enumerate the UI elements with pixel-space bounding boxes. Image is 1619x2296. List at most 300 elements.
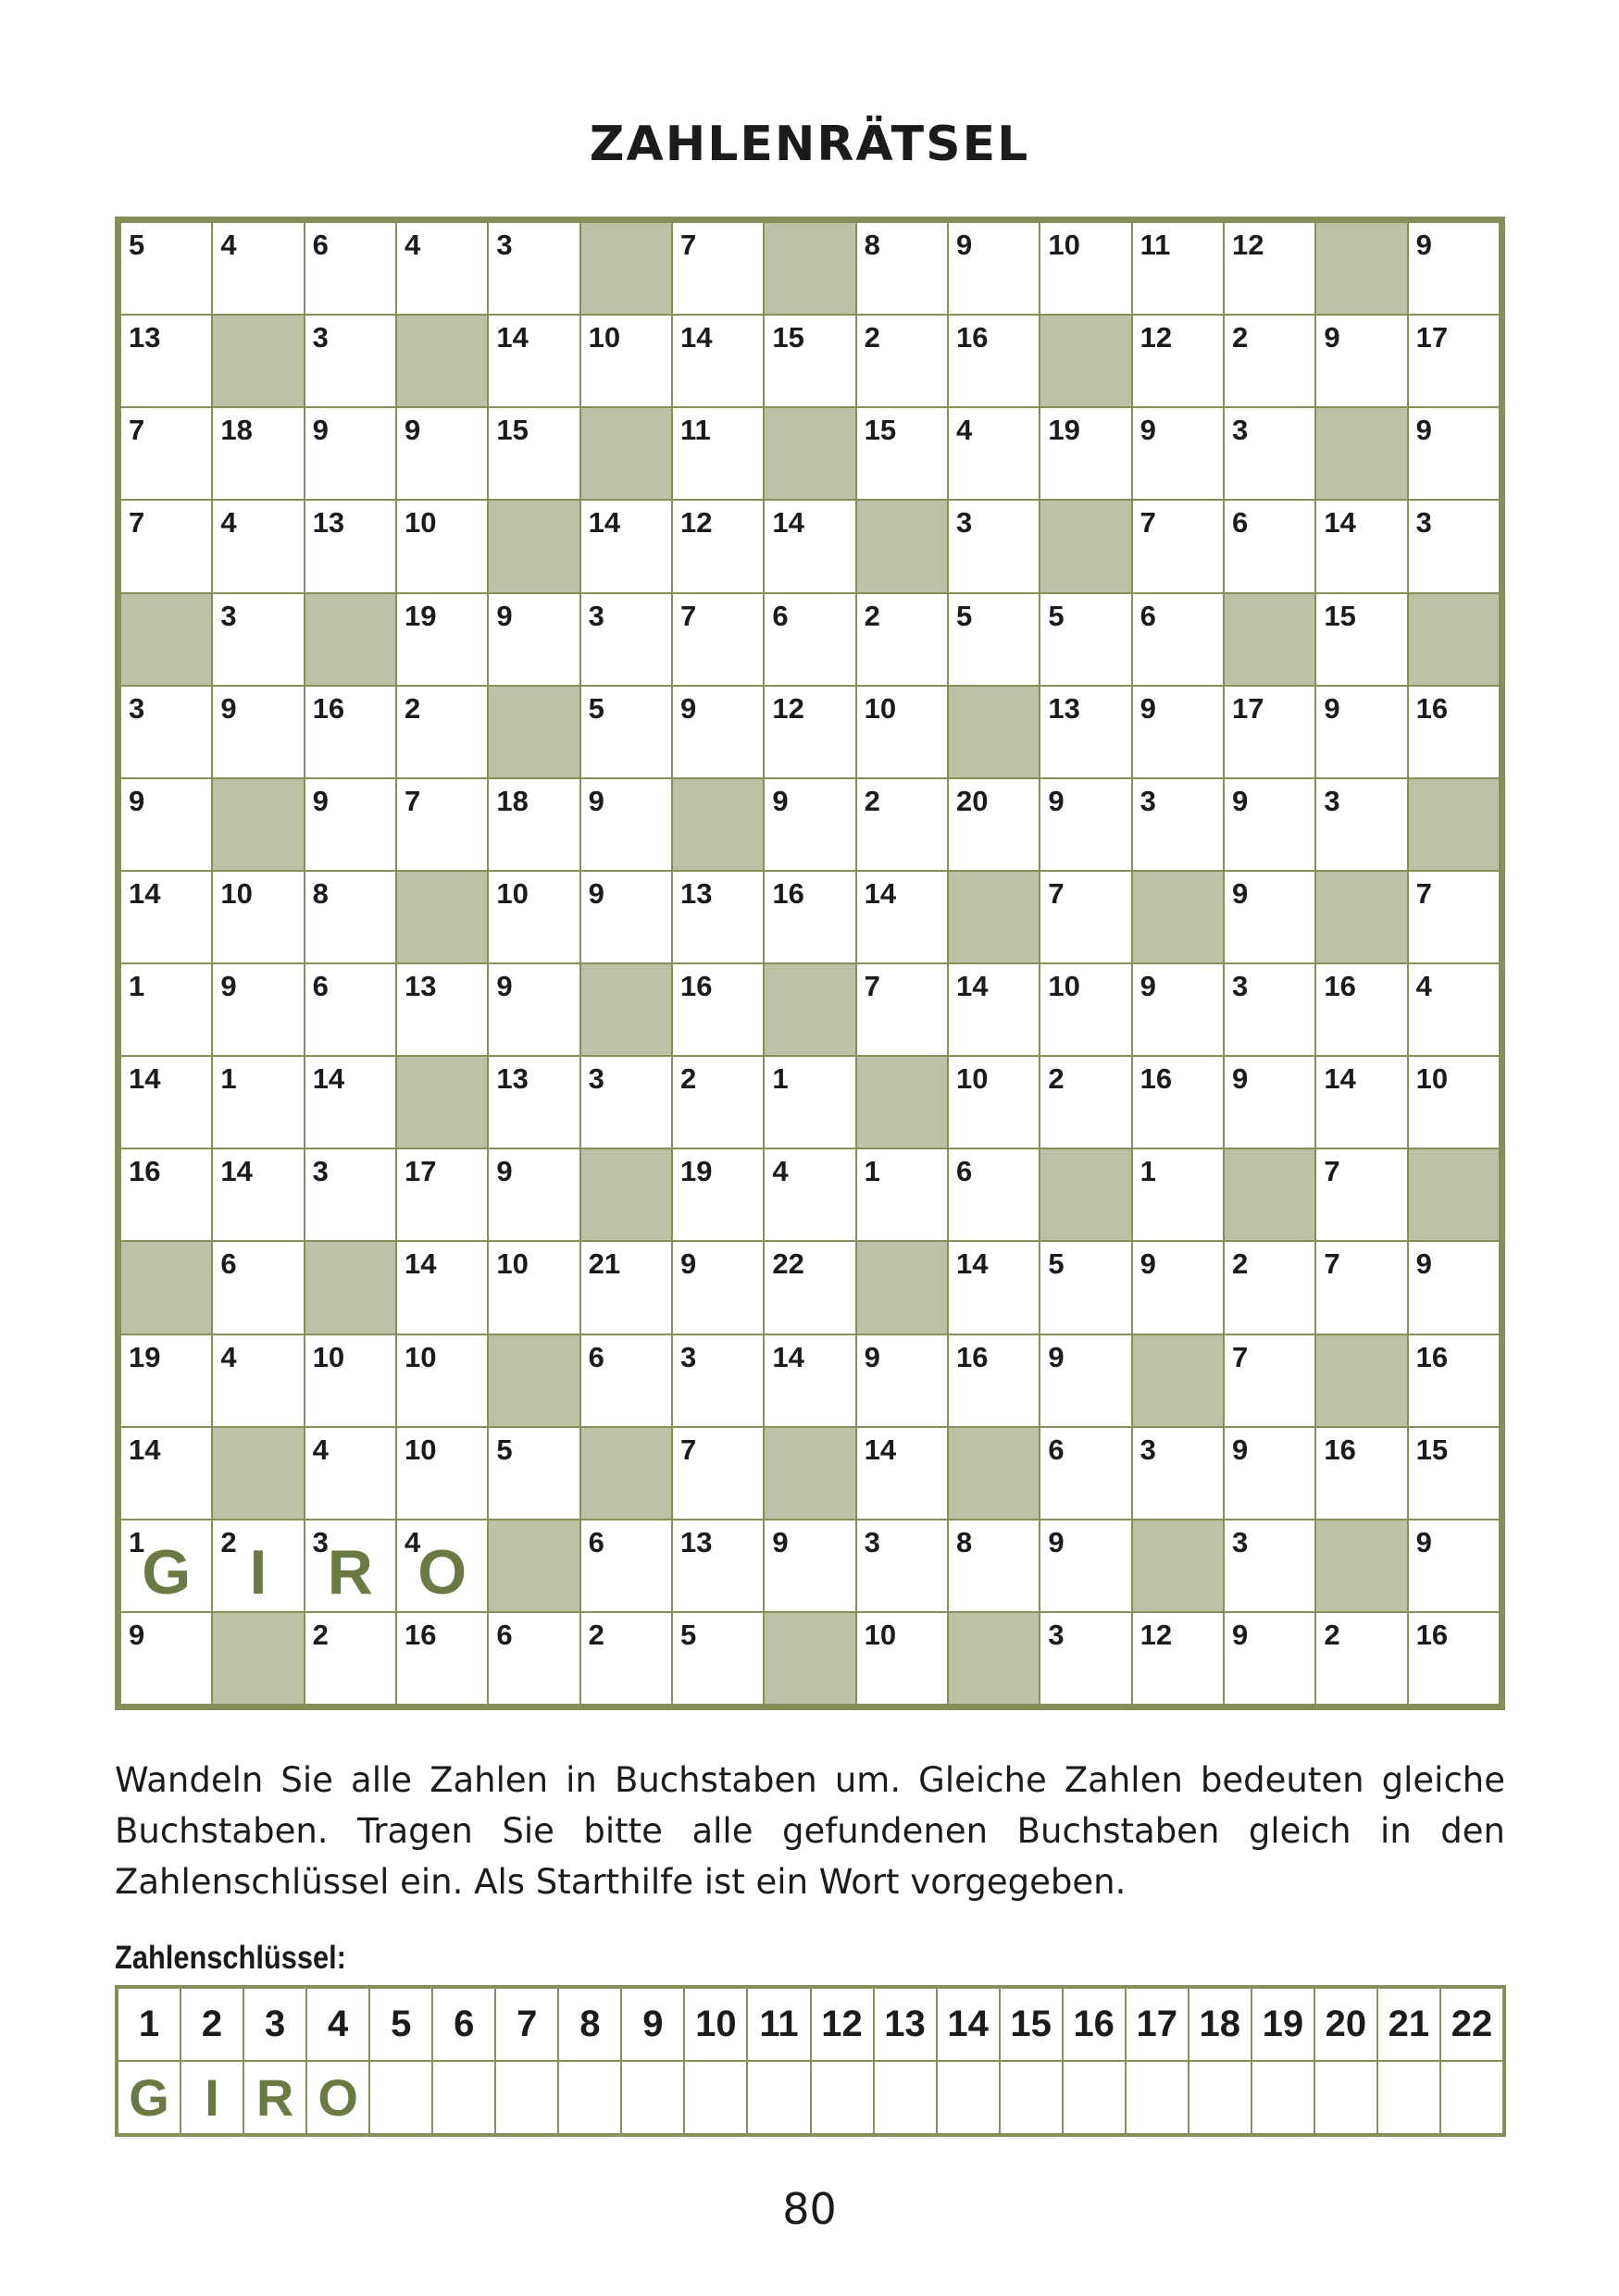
grid-cell[interactable]	[213, 594, 303, 685]
blocked-cell	[857, 1242, 947, 1333]
grid-cell[interactable]	[1316, 316, 1406, 406]
grid-cell[interactable]	[397, 687, 487, 777]
grid-cell[interactable]	[673, 1149, 763, 1240]
grid-cell[interactable]	[121, 1520, 211, 1611]
grid-cell[interactable]	[673, 1335, 763, 1426]
grid-cell[interactable]	[1040, 1428, 1130, 1519]
given-letter: I	[249, 1536, 268, 1607]
key-letter-cell[interactable]	[496, 2062, 557, 2133]
grid-cell[interactable]	[121, 1149, 211, 1240]
cell-number: 14	[220, 1155, 253, 1188]
cell-number: 5	[1048, 599, 1065, 632]
cell-number: 10	[405, 506, 437, 540]
grid-cell[interactable]	[949, 1149, 1039, 1240]
grid-cell[interactable]	[305, 779, 395, 870]
grid-cell[interactable]	[121, 1335, 211, 1426]
grid-cell[interactable]	[1316, 1242, 1406, 1333]
key-letter-cell[interactable]	[748, 2062, 809, 2133]
grid-cell[interactable]	[1040, 687, 1130, 777]
grid-cell[interactable]	[489, 779, 579, 870]
grid-cell[interactable]	[673, 316, 763, 406]
grid-cell[interactable]	[397, 1520, 487, 1611]
key-number: 6	[433, 1989, 494, 2060]
key-letter-cell[interactable]	[875, 2062, 936, 2133]
blocked-cell	[213, 779, 303, 870]
grid-cell[interactable]	[213, 964, 303, 1055]
grid-cell[interactable]	[673, 501, 763, 591]
cell-number: 14	[496, 321, 529, 354]
grid-cell[interactable]	[765, 1335, 854, 1426]
cell-number: 5	[496, 1433, 513, 1466]
grid-cell[interactable]	[305, 1335, 395, 1426]
grid-cell[interactable]	[673, 872, 763, 962]
cell-number: 9	[1140, 1247, 1156, 1281]
grid-cell[interactable]	[213, 872, 303, 962]
grid-cell[interactable]	[1133, 687, 1223, 777]
grid-cell[interactable]	[857, 1613, 947, 1704]
grid-cell[interactable]	[305, 872, 395, 962]
cell-number: 3	[1140, 1433, 1156, 1466]
grid-cell[interactable]	[765, 594, 854, 685]
grid-cell[interactable]	[1040, 964, 1130, 1055]
cell-number: 12	[1232, 229, 1264, 261]
grid-cell[interactable]	[1040, 1242, 1130, 1333]
grid-cell[interactable]	[489, 223, 579, 314]
key-letter-cell[interactable]: I	[181, 2062, 243, 2133]
grid-cell[interactable]	[1040, 594, 1130, 685]
grid-cell[interactable]	[765, 1242, 854, 1333]
grid-cell[interactable]	[213, 501, 303, 591]
cell-number: 10	[864, 1618, 897, 1651]
grid-cell[interactable]	[949, 594, 1039, 685]
grid-cell[interactable]	[857, 1428, 947, 1519]
grid-cell[interactable]	[1316, 964, 1406, 1055]
cell-number: 3	[956, 506, 973, 540]
key-letter-cell[interactable]	[685, 2062, 746, 2133]
page-title: ZAHLENRÄTSEL	[589, 117, 1030, 172]
grid-cell[interactable]	[213, 223, 303, 314]
grid-cell[interactable]	[581, 1242, 671, 1333]
cell-number: 15	[1324, 599, 1356, 632]
key-letter-cell[interactable]: O	[307, 2062, 368, 2133]
cell-number: 3	[312, 1155, 329, 1188]
cell-number: 14	[129, 1433, 161, 1466]
grid-cell[interactable]	[765, 779, 854, 870]
cell-number: 10	[405, 1340, 437, 1373]
grid-cell[interactable]	[397, 501, 487, 591]
blocked-cell	[765, 408, 854, 499]
grid-cell[interactable]	[581, 1335, 671, 1426]
grid-cell[interactable]	[213, 1242, 303, 1333]
key-letter-cell[interactable]	[938, 2062, 999, 2133]
grid-cell[interactable]	[1040, 1057, 1130, 1148]
grid-cell[interactable]	[305, 1149, 395, 1240]
grid-cell[interactable]	[857, 872, 947, 962]
grid-cell[interactable]	[1133, 1149, 1223, 1240]
cell-number: 9	[1324, 691, 1340, 725]
grid-cell[interactable]	[397, 779, 487, 870]
grid-cell[interactable]	[305, 223, 395, 314]
grid-cell[interactable]	[581, 501, 671, 591]
grid-cell[interactable]	[489, 964, 579, 1055]
grid-cell[interactable]	[1225, 1057, 1314, 1148]
grid-cell[interactable]	[489, 1242, 579, 1333]
grid-cell[interactable]	[489, 594, 579, 685]
blocked-cell	[213, 1428, 303, 1519]
grid-cell[interactable]	[305, 964, 395, 1055]
grid-cell[interactable]	[949, 501, 1039, 591]
cell-number: 9	[1232, 1062, 1249, 1096]
grid-cell[interactable]	[1225, 872, 1314, 962]
grid-cell[interactable]	[1133, 501, 1223, 591]
grid-cell[interactable]	[397, 223, 487, 314]
grid-cell[interactable]	[1040, 408, 1130, 499]
grid-cell[interactable]	[121, 687, 211, 777]
grid-cell[interactable]	[1133, 964, 1223, 1055]
grid-cell[interactable]	[581, 1057, 671, 1148]
grid-cell[interactable]	[305, 1520, 395, 1611]
grid-cell[interactable]	[1316, 687, 1406, 777]
blocked-cell	[765, 964, 854, 1055]
grid-cell[interactable]	[949, 1335, 1039, 1426]
cell-number: 12	[772, 691, 804, 725]
grid-cell[interactable]	[765, 872, 854, 962]
cell-number: 6	[1048, 1433, 1065, 1466]
grid-cell[interactable]	[1225, 223, 1314, 314]
cell-number: 14	[129, 876, 161, 910]
cell-number: 16	[680, 970, 713, 1002]
grid-cell[interactable]	[397, 594, 487, 685]
cell-number: 3	[1232, 1525, 1249, 1558]
grid-cell[interactable]	[765, 1149, 854, 1240]
key-letter-cell[interactable]	[1252, 2062, 1314, 2133]
cell-number: 10	[496, 876, 529, 910]
cell-number: 9	[1232, 1433, 1249, 1466]
key-number: 4	[307, 1989, 368, 2060]
grid-cell[interactable]	[765, 687, 854, 777]
cell-number: 15	[496, 414, 529, 447]
grid-cell[interactable]	[121, 408, 211, 499]
grid-cell[interactable]	[305, 1057, 395, 1148]
cell-number: 3	[1232, 970, 1249, 1002]
grid-cell[interactable]	[397, 1149, 487, 1240]
grid-cell[interactable]	[581, 1520, 671, 1611]
grid-cell[interactable]	[1409, 501, 1499, 591]
blocked-cell	[397, 1057, 487, 1148]
grid-cell[interactable]	[397, 964, 487, 1055]
blocked-cell	[1316, 223, 1406, 314]
grid-cell[interactable]	[305, 1613, 395, 1704]
grid-cell[interactable]	[857, 223, 947, 314]
grid-cell[interactable]	[949, 1520, 1039, 1611]
grid-cell[interactable]	[857, 687, 947, 777]
grid-cell[interactable]	[1225, 1335, 1314, 1426]
grid-cell[interactable]	[857, 408, 947, 499]
grid-cell[interactable]	[1040, 872, 1130, 962]
grid-cell[interactable]	[1316, 1149, 1406, 1240]
cell-number: 13	[496, 1062, 529, 1096]
grid-cell[interactable]	[397, 1428, 487, 1519]
cell-number: 14	[312, 1062, 345, 1096]
grid-cell[interactable]	[121, 964, 211, 1055]
grid-cell[interactable]	[397, 1335, 487, 1426]
key-number: 1	[118, 1989, 180, 2060]
cell-number: 1	[1140, 1155, 1156, 1188]
grid-cell[interactable]	[1225, 501, 1314, 591]
grid-cell[interactable]	[305, 316, 395, 406]
key-letter-cell[interactable]	[433, 2062, 494, 2133]
key-letter-cell[interactable]	[812, 2062, 873, 2133]
grid-cell[interactable]	[1225, 964, 1314, 1055]
cell-number: 9	[405, 414, 421, 447]
cell-number: 5	[956, 599, 973, 632]
grid-cell[interactable]	[397, 1242, 487, 1333]
grid-cell[interactable]	[1316, 1428, 1406, 1519]
grid-cell[interactable]	[1225, 779, 1314, 870]
key-letter-cell[interactable]: G	[118, 2062, 180, 2133]
grid-cell[interactable]	[673, 1428, 763, 1519]
grid-cell[interactable]	[949, 316, 1039, 406]
grid-cell[interactable]	[1040, 223, 1130, 314]
grid-cell[interactable]	[1225, 1613, 1314, 1704]
grid-cell[interactable]	[489, 1149, 579, 1240]
grid-cell[interactable]	[673, 1057, 763, 1148]
cell-number: 19	[1048, 414, 1080, 447]
blocked-cell	[581, 1428, 671, 1519]
cell-number: 9	[1140, 970, 1156, 1002]
grid-cell[interactable]	[1225, 1428, 1314, 1519]
grid-cell[interactable]	[1409, 223, 1499, 314]
grid-cell[interactable]	[1225, 408, 1314, 499]
cell-number: 4	[772, 1155, 789, 1188]
key-letter-cell[interactable]	[622, 2062, 683, 2133]
grid-cell[interactable]	[1316, 779, 1406, 870]
key-number: 8	[559, 1989, 620, 2060]
grid-cell[interactable]	[857, 779, 947, 870]
grid-cell[interactable]	[121, 779, 211, 870]
grid-cell[interactable]	[581, 872, 671, 962]
grid-cell[interactable]	[949, 408, 1039, 499]
grid-cell[interactable]	[673, 1520, 763, 1611]
cell-number: 16	[405, 1618, 437, 1651]
grid-cell[interactable]	[765, 501, 854, 591]
blocked-cell	[1133, 1335, 1223, 1426]
cell-number: 1	[772, 1062, 789, 1096]
grid-cell[interactable]	[213, 1149, 303, 1240]
key-letter-cell[interactable]: R	[244, 2062, 305, 2133]
cell-number: 9	[1415, 1525, 1432, 1558]
grid-cell[interactable]	[1133, 1057, 1223, 1148]
grid-cell[interactable]	[1040, 1613, 1130, 1704]
grid-cell[interactable]	[213, 1520, 303, 1611]
grid-cell[interactable]	[1133, 1242, 1223, 1333]
cell-number: 9	[496, 970, 513, 1002]
grid-cell[interactable]	[1409, 1613, 1499, 1704]
blocked-cell	[1225, 1149, 1314, 1240]
grid-cell[interactable]	[1133, 223, 1223, 314]
grid-cell[interactable]	[1225, 1242, 1314, 1333]
grid-cell[interactable]	[305, 1428, 395, 1519]
grid-cell[interactable]	[121, 1428, 211, 1519]
grid-cell[interactable]	[305, 408, 395, 499]
grid-cell[interactable]	[1409, 872, 1499, 962]
grid-cell[interactable]	[857, 1149, 947, 1240]
blocked-cell	[857, 501, 947, 591]
grid-cell[interactable]	[765, 1520, 854, 1611]
grid-cell[interactable]	[1225, 1520, 1314, 1611]
grid-cell[interactable]	[673, 1613, 763, 1704]
grid-cell[interactable]	[1409, 964, 1499, 1055]
grid-cell[interactable]	[1316, 1613, 1406, 1704]
grid-cell[interactable]	[949, 964, 1039, 1055]
grid-cell[interactable]	[213, 1335, 303, 1426]
grid-cell[interactable]	[673, 964, 763, 1055]
cell-number: 3	[129, 691, 145, 725]
grid-cell[interactable]	[1133, 316, 1223, 406]
grid-cell[interactable]	[1133, 1613, 1223, 1704]
grid-cell[interactable]	[213, 408, 303, 499]
grid-cell[interactable]	[765, 316, 854, 406]
grid-cell[interactable]	[305, 501, 395, 591]
key-letter-cell[interactable]	[1378, 2062, 1439, 2133]
cell-number: 7	[864, 970, 880, 1002]
grid-cell[interactable]	[1409, 1242, 1499, 1333]
grid-cell[interactable]	[1133, 779, 1223, 870]
cell-number: 5	[1048, 1247, 1065, 1281]
grid-cell[interactable]	[489, 872, 579, 962]
grid-cell[interactable]	[489, 316, 579, 406]
key-letter-cell[interactable]	[1064, 2062, 1125, 2133]
cell-number: 17	[1415, 321, 1449, 354]
cell-number: 14	[772, 1340, 804, 1373]
grid-cell[interactable]	[1316, 1057, 1406, 1148]
grid-cell[interactable]	[213, 1057, 303, 1148]
grid-cell[interactable]	[1409, 408, 1499, 499]
grid-cell[interactable]	[121, 316, 211, 406]
cell-number: 15	[772, 321, 804, 354]
grid-cell[interactable]	[213, 687, 303, 777]
cell-number: 9	[312, 414, 329, 447]
grid-cell[interactable]	[1225, 687, 1314, 777]
cell-number: 13	[405, 970, 437, 1002]
grid-cell[interactable]	[673, 223, 763, 314]
key-letter-cell[interactable]	[1001, 2062, 1062, 2133]
blocked-cell	[213, 316, 303, 406]
grid-cell[interactable]	[1133, 594, 1223, 685]
cell-number: 9	[496, 1155, 513, 1188]
grid-cell[interactable]	[1133, 408, 1223, 499]
grid-cell[interactable]	[1409, 1428, 1499, 1519]
cell-number: 10	[956, 1062, 989, 1096]
cell-number: 10	[496, 1247, 529, 1281]
page-number: 80	[782, 2184, 837, 2234]
cell-number: 7	[405, 784, 421, 817]
blocked-cell	[1040, 501, 1130, 591]
grid-cell[interactable]	[1409, 1520, 1499, 1611]
grid-cell[interactable]	[121, 501, 211, 591]
cell-number: 14	[864, 1433, 897, 1466]
grid-cell[interactable]	[305, 687, 395, 777]
grid-cell[interactable]	[1409, 1057, 1499, 1148]
grid-cell[interactable]	[1040, 1335, 1130, 1426]
key-letter-cell[interactable]	[1127, 2062, 1188, 2133]
cell-number: 3	[312, 1525, 329, 1558]
grid-cell[interactable]	[1409, 687, 1499, 777]
grid-cell[interactable]	[1225, 316, 1314, 406]
grid-cell[interactable]	[1409, 316, 1499, 406]
cell-number: 16	[1140, 1062, 1173, 1096]
grid-cell[interactable]	[489, 1613, 579, 1704]
cell-number: 9	[496, 599, 513, 632]
grid-cell[interactable]	[673, 1242, 763, 1333]
blocked-cell	[305, 1242, 395, 1333]
cell-number: 21	[588, 1247, 621, 1281]
grid-cell[interactable]	[1316, 594, 1406, 685]
blocked-cell	[1316, 408, 1406, 499]
grid-cell[interactable]	[949, 223, 1039, 314]
key-letter-cell[interactable]	[559, 2062, 620, 2133]
grid-cell[interactable]	[673, 594, 763, 685]
grid-cell[interactable]	[857, 594, 947, 685]
grid-cell[interactable]	[581, 594, 671, 685]
grid-cell[interactable]	[673, 687, 763, 777]
blocked-cell	[765, 1428, 854, 1519]
cell-number: 5	[129, 229, 145, 261]
grid-cell[interactable]	[489, 1428, 579, 1519]
grid-cell[interactable]	[1040, 779, 1130, 870]
grid-cell[interactable]	[581, 1613, 671, 1704]
cell-number: 7	[1140, 506, 1156, 540]
grid-cell[interactable]	[397, 408, 487, 499]
grid-cell[interactable]	[1040, 1520, 1130, 1611]
key-letter-cell[interactable]	[1189, 2062, 1251, 2133]
grid-cell[interactable]	[1409, 1335, 1499, 1426]
cell-number: 9	[680, 1247, 697, 1281]
grid-cell[interactable]	[489, 1057, 579, 1148]
grid-cell[interactable]	[857, 316, 947, 406]
blocked-cell	[1409, 1149, 1499, 1240]
grid-cell[interactable]	[949, 779, 1039, 870]
grid-cell[interactable]	[949, 1057, 1039, 1148]
grid-cell[interactable]	[765, 1057, 854, 1148]
grid-cell[interactable]	[581, 779, 671, 870]
blocked-cell	[1133, 1520, 1223, 1611]
grid-cell[interactable]	[857, 964, 947, 1055]
blocked-cell	[765, 1613, 854, 1704]
grid-cell[interactable]	[121, 1057, 211, 1148]
grid-cell[interactable]	[857, 1520, 947, 1611]
grid-cell[interactable]	[581, 687, 671, 777]
grid-cell[interactable]	[949, 1242, 1039, 1333]
grid-cell[interactable]	[1316, 501, 1406, 591]
key-number: 13	[875, 1989, 936, 2060]
grid-cell[interactable]	[581, 316, 671, 406]
grid-cell[interactable]	[121, 223, 211, 314]
blocked-cell	[397, 316, 487, 406]
grid-cell[interactable]	[121, 1613, 211, 1704]
grid-cell[interactable]	[673, 408, 763, 499]
grid-cell[interactable]	[489, 408, 579, 499]
key-letter-cell[interactable]	[1315, 2062, 1376, 2133]
cell-number: 14	[956, 970, 989, 1002]
grid-cell[interactable]	[1133, 1428, 1223, 1519]
grid-cell[interactable]	[397, 1613, 487, 1704]
grid-cell[interactable]	[857, 1335, 947, 1426]
key-letter-cell[interactable]	[1441, 2062, 1502, 2133]
key-letter-cell[interactable]	[370, 2062, 431, 2133]
blocked-cell	[673, 779, 763, 870]
grid-cell[interactable]	[121, 872, 211, 962]
